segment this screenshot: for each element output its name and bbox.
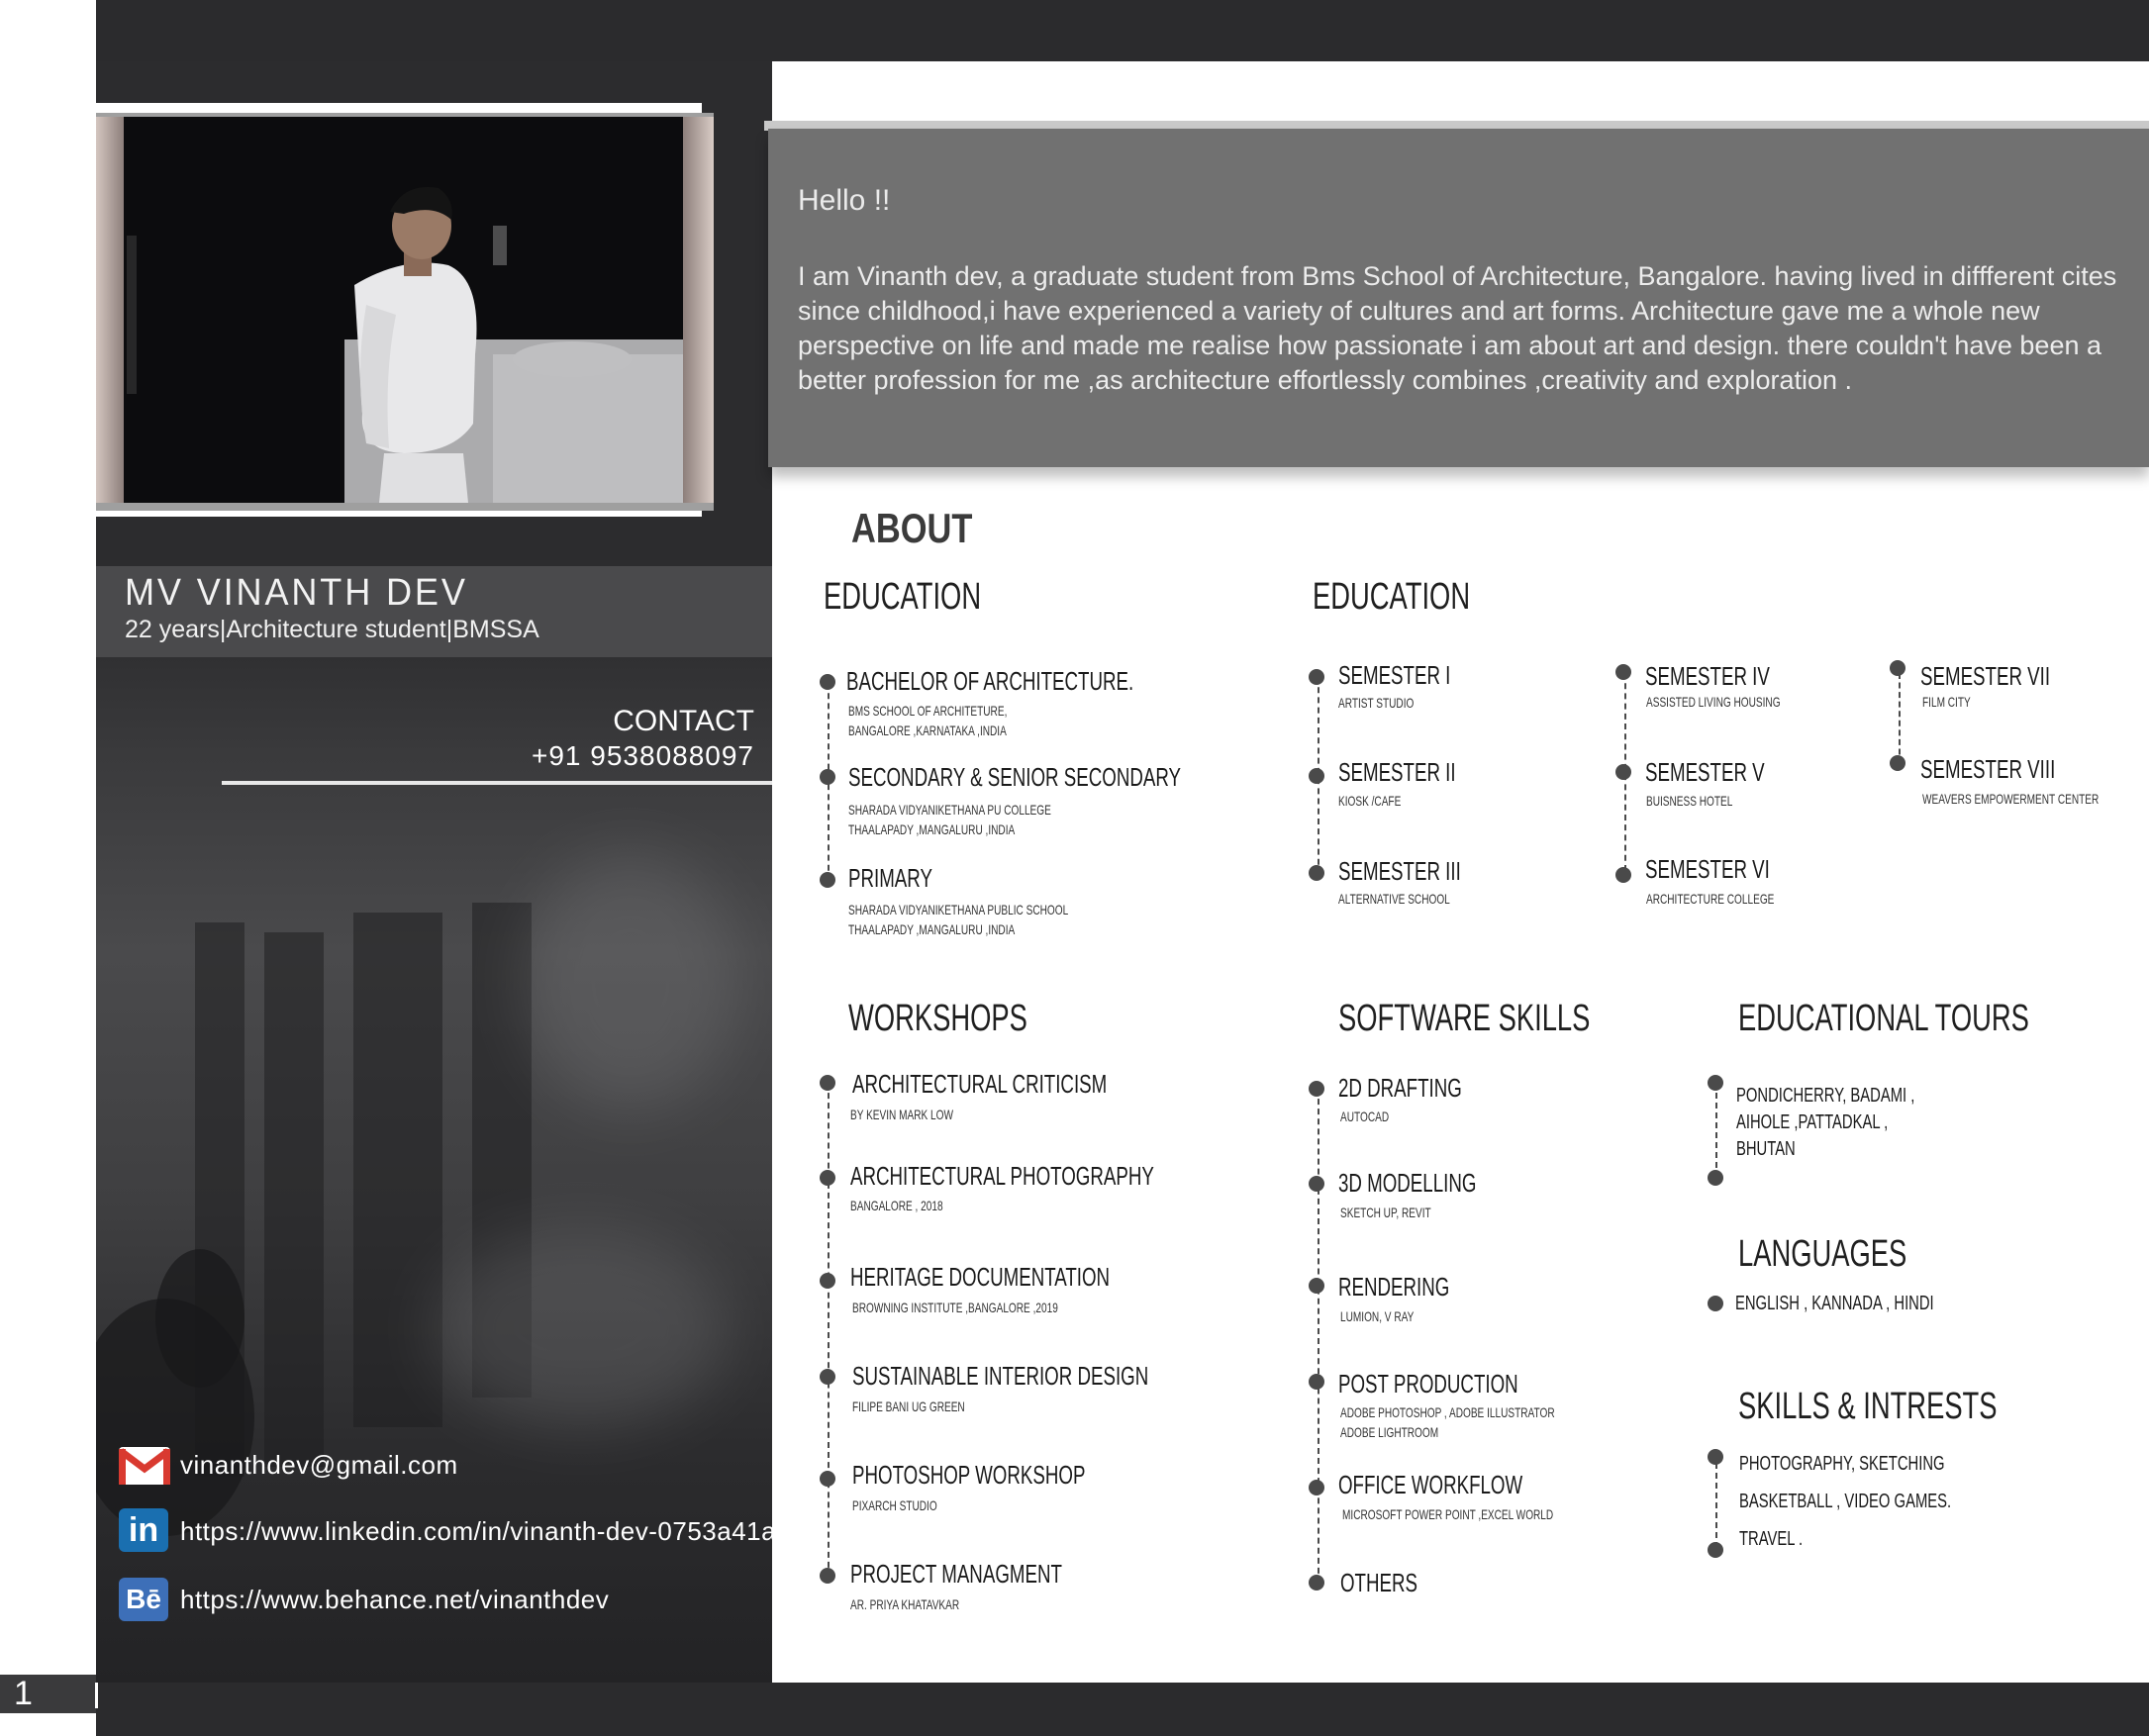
education-item-line: SHARADA VIDYANIKETHANA PUBLIC SCHOOL <box>848 902 1069 917</box>
education-item-line: BMS SCHOOL OF ARCHITETURE, <box>848 703 1008 719</box>
workshop-detail: BROWNING INSTITUTE ,BANGALORE ,2019 <box>852 1300 1058 1315</box>
hello-title: Hello !! <box>798 184 891 217</box>
timeline-dot <box>820 769 835 785</box>
gmail-icon <box>119 1447 170 1485</box>
skills-line: PHOTOGRAPHY, SKETCHING <box>1739 1453 1945 1475</box>
timeline-dot <box>820 872 835 888</box>
education-item-title: SECONDARY & SENIOR SECONDARY <box>848 762 1182 792</box>
profile-photo-illustration <box>107 117 701 503</box>
semester-title: SEMESTER VIII <box>1920 754 2056 784</box>
semester-title: SEMESTER VI <box>1645 854 1770 884</box>
education-item-line: THAALAPADY ,MANGALURU ,INDIA <box>848 921 1016 937</box>
workshop-title: ARCHITECTURAL CRITICISM <box>852 1069 1108 1099</box>
timeline-dot <box>1708 1449 1723 1465</box>
workshops-heading: WORKSHOPS <box>848 998 1027 1039</box>
contact-phone[interactable]: +91 9538088097 <box>532 740 754 771</box>
linkedin-link[interactable]: https://www.linkedin.com/in/vinanth-dev-0753a41a6 <box>180 1516 792 1546</box>
workshop-detail: FILIPE BANI UG GREEN <box>852 1398 965 1414</box>
timeline-dot <box>1309 1575 1324 1591</box>
semester-project: ARTIST STUDIO <box>1338 695 1415 711</box>
timeline-dot <box>1615 764 1631 780</box>
timeline-dot <box>1309 1278 1324 1294</box>
software-title: POST PRODUCTION <box>1338 1369 1518 1398</box>
education-item-title: BACHELOR OF ARCHITECTURE. <box>846 666 1134 696</box>
timeline-dot <box>1309 1081 1324 1097</box>
software-detail: MICROSOFT POWER POINT ,EXCEL WORLD <box>1342 1506 1554 1522</box>
software-title: RENDERING <box>1338 1272 1450 1302</box>
timeline-dot <box>1708 1075 1723 1091</box>
timeline-dot <box>1615 664 1631 680</box>
page-number-tick <box>95 1683 98 1708</box>
education-item-line: SHARADA VIDYANIKETHANA PU COLLEGE <box>848 802 1051 818</box>
education-item-title: PRIMARY <box>848 863 932 893</box>
software-title: OFFICE WORKFLOW <box>1338 1470 1523 1499</box>
workshop-detail: PIXARCH STUDIO <box>852 1497 937 1513</box>
contact-label: CONTACT <box>613 705 754 737</box>
semester-project: WEAVERS EMPOWERMENT CENTER <box>1922 791 2100 807</box>
semester-project: KIOSK /CAFE <box>1338 793 1402 809</box>
timeline-dot <box>1890 660 1905 676</box>
semester-title: SEMESTER III <box>1338 856 1461 886</box>
email-link[interactable]: vinanthdev@gmail.com <box>180 1450 458 1480</box>
timeline-dot <box>1309 1176 1324 1192</box>
skills-line: TRAVEL . <box>1739 1528 1804 1550</box>
linkedin-icon: in <box>119 1508 168 1552</box>
background-plant <box>155 1249 244 1388</box>
semester-project: BUISNESS HOTEL <box>1646 793 1733 809</box>
timeline-dot <box>820 1369 835 1385</box>
top-bar <box>96 0 2149 61</box>
background-light-glow <box>522 853 739 1110</box>
semester-project: ASSISTED LIVING HOUSING <box>1646 694 1781 710</box>
profile-name: MV VINANTH DEV <box>125 572 468 614</box>
software-heading: SOFTWARE SKILLS <box>1338 998 1591 1039</box>
software-timeline <box>1318 1089 1319 1584</box>
semesters-timeline-3 <box>1899 673 1901 764</box>
software-title: OTHERS <box>1340 1568 1418 1597</box>
semester-title: SEMESTER II <box>1338 757 1456 787</box>
timeline-dot <box>1615 867 1631 883</box>
software-title: 3D MODELLING <box>1338 1168 1477 1198</box>
about-heading: ABOUT <box>851 505 973 551</box>
workshop-detail: BANGALORE , 2018 <box>850 1198 943 1213</box>
semester-title: SEMESTER V <box>1645 757 1765 787</box>
background-light-glow <box>433 1229 730 1427</box>
gmail-icon-glyph <box>119 1447 170 1485</box>
education-item-line: THAALAPADY ,MANGALURU ,INDIA <box>848 821 1016 837</box>
timeline-dot <box>1708 1296 1723 1311</box>
timeline-dot <box>1708 1542 1723 1558</box>
software-detail: LUMION, V RAY <box>1340 1308 1415 1324</box>
skills-timeline <box>1715 1463 1717 1548</box>
tours-line: BHUTAN <box>1736 1138 1796 1160</box>
semester-title: SEMESTER VII <box>1920 661 2051 691</box>
workshop-title: PHOTOSHOP WORKSHOP <box>852 1460 1086 1490</box>
workshop-title: PROJECT MANAGMENT <box>850 1559 1062 1589</box>
hello-body: I am Vinanth dev, a graduate student from Bms School of Architecture, Bangalore. having lived in diffferent cites since childhood,i have experienced a variety of cultures and art forms. Architecture gave me a whole new perspective on life and made me realise how passionate i am about art and design. there couldn't have been a better profession for me ,as architecture effortlessly combines ,creativity and exploration . <box>798 261 2117 395</box>
timeline-dot <box>1708 1170 1723 1186</box>
behance-icon: Bē <box>119 1578 168 1621</box>
timeline-dot <box>820 1075 835 1091</box>
top-white-strip <box>772 61 2149 125</box>
software-detail: SKETCH UP, REVIT <box>1340 1205 1431 1220</box>
languages-text: ENGLISH , KANNADA , HINDI <box>1735 1293 1934 1314</box>
photo-curtain-left <box>96 117 124 503</box>
page-number: 1 <box>14 1675 33 1712</box>
tours-heading: EDUCATIONAL TOURS <box>1738 998 2029 1039</box>
software-detail: ADOBE PHOTOSHOP , ADOBE ILLUSTRATOR <box>1340 1404 1555 1420</box>
software-detail: ADOBE LIGHTROOM <box>1340 1424 1439 1440</box>
timeline-dot <box>1309 669 1324 685</box>
timeline-dot <box>1309 1374 1324 1390</box>
semester-title: SEMESTER IV <box>1645 661 1770 691</box>
timeline-dot <box>820 1273 835 1289</box>
photo-curtain-right <box>683 117 714 503</box>
timeline-dot <box>1309 768 1324 784</box>
semesters-heading: EDUCATION <box>1313 576 1471 618</box>
workshop-detail: AR. PRIYA KHATAVKAR <box>850 1596 960 1612</box>
semester-title: SEMESTER I <box>1338 660 1451 690</box>
timeline-dot <box>820 1568 835 1584</box>
skills-heading: SKILLS & INTRESTS <box>1738 1386 1998 1427</box>
workshop-detail: BY KEVIN MARK LOW <box>850 1107 954 1122</box>
education-item-line: BANGALORE ,KARNATAKA ,INDIA <box>848 723 1007 738</box>
workshop-title: SUSTAINABLE INTERIOR DESIGN <box>852 1361 1149 1391</box>
timeline-dot <box>820 674 835 690</box>
tours-timeline <box>1715 1083 1717 1178</box>
bottom-bar <box>96 1683 2149 1736</box>
languages-heading: LANGUAGES <box>1738 1233 1907 1275</box>
tours-line: AIHOLE ,PATTADKAL , <box>1736 1111 1889 1133</box>
tours-line: PONDICHERRY, BADAMI , <box>1736 1085 1915 1107</box>
workshops-timeline <box>828 1083 830 1578</box>
workshop-title: HERITAGE DOCUMENTATION <box>850 1262 1111 1292</box>
workshop-title: ARCHITECTURAL PHOTOGRAPHY <box>850 1161 1154 1191</box>
background-window-blind <box>353 913 442 1427</box>
timeline-dot <box>820 1471 835 1487</box>
background-window-blind <box>264 932 324 1467</box>
skills-line: BASKETBALL , VIDEO GAMES. <box>1739 1491 1952 1512</box>
semester-project: FILM CITY <box>1922 694 1971 710</box>
timeline-dot <box>1309 865 1324 881</box>
timeline-dot <box>1890 755 1905 771</box>
software-detail: AUTOCAD <box>1340 1109 1390 1124</box>
software-title: 2D DRAFTING <box>1338 1073 1462 1103</box>
timeline-dot <box>820 1170 835 1186</box>
semester-project: ALTERNATIVE SCHOOL <box>1338 891 1450 907</box>
contact-divider <box>222 781 772 785</box>
behance-link[interactable]: https://www.behance.net/vinanthdev <box>180 1585 610 1614</box>
profile-photo <box>107 117 701 503</box>
education-heading: EDUCATION <box>824 576 982 618</box>
timeline-dot <box>1309 1480 1324 1495</box>
profile-tagline: 22 years|Architecture student|BMSSA <box>125 616 539 643</box>
semester-project: ARCHITECTURE COLLEGE <box>1646 891 1775 907</box>
